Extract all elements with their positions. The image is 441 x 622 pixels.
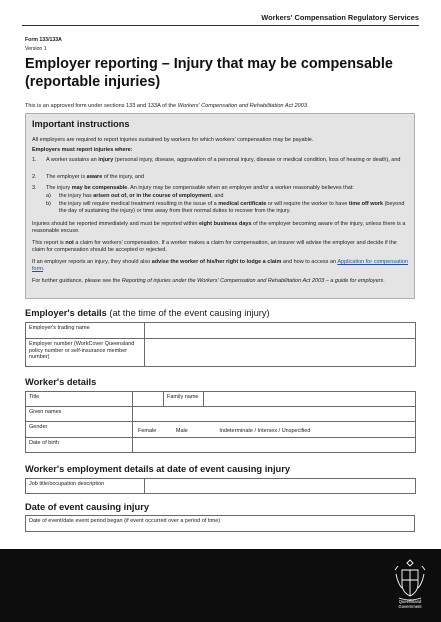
item-3-a: The injury (46, 185, 72, 191)
item-3-c: . An injury may be compensable when an employer and/or a worker reasonably believes that: (127, 185, 354, 191)
job-title-label: Job title/occupation description (26, 479, 145, 494)
approved-suffix: . (306, 103, 309, 109)
advise-2: advise the worker of his/her right to lodge a claim (151, 259, 282, 265)
instructions-box (25, 113, 415, 299)
sub-b-label: b) (46, 201, 51, 207)
sub-a-2: arisen out of, or in the course of employment (93, 193, 212, 199)
gender-male-option[interactable]: Male (175, 428, 188, 434)
header-rule (22, 25, 419, 26)
report-deadline-text (32, 221, 410, 235)
agency-name: Workers' Compensation Regulatory Services (261, 13, 419, 22)
must-report-heading: Employers must report injuries where: (32, 147, 133, 153)
guidance-text (32, 278, 410, 285)
guide-2: Reporting of injuries under the Workers' Compensation and Rehabilitation Act 2003 – a guide for employers (121, 278, 384, 284)
form-number: Form 133/133A (25, 37, 62, 43)
approved-form-note (25, 103, 309, 109)
application-form-link[interactable]: Application for compensation form (32, 259, 408, 273)
item-2-number: 2. (32, 174, 37, 180)
item-1-b: injury (98, 157, 114, 163)
report-3: of the employer becoming aware of the injury, unless there is a reasonable excuse. (32, 221, 406, 235)
event-date-label: Date of event/date event period began (if event occurred over a period of time) (29, 518, 221, 524)
item-2-text (46, 174, 410, 181)
claim-3: a claim for workers' compensation. If a worker makes a claim for compensation, an insurer will advise the employer and decide if the claim for compensation should be accepted or rejected. (32, 240, 397, 254)
employer-table (25, 322, 416, 367)
page-title (25, 55, 425, 91)
item-3-text (46, 185, 410, 192)
gender-label: Gender (26, 422, 133, 438)
item-2-c: of the injury, and (102, 174, 145, 180)
sub-a-text (59, 193, 410, 200)
employer-heading (25, 308, 270, 318)
report-2: eight business days (198, 221, 252, 227)
queensland-government-label (391, 599, 429, 609)
worker-heading: Worker's details (25, 377, 97, 387)
item-2-b: aware (86, 174, 103, 180)
event-table (25, 515, 415, 532)
trading-name-field[interactable] (145, 323, 416, 339)
item-3-b: may be compensable (71, 185, 128, 191)
report-1: Injuries should be reported immediately and must be reported within (32, 221, 199, 227)
sub-a-1: the injury has (59, 193, 94, 199)
logo-line-2: Government (398, 604, 422, 609)
advise-4: . (43, 266, 45, 273)
claim-1: This report is (32, 240, 66, 246)
sub-b-text (59, 201, 410, 215)
item-1-c: (personal injury, disease, aggravation of a personal injury, disease or medical condition, loss of hearing or death), and (113, 157, 401, 163)
sub-b-2: medical certificate (218, 201, 267, 207)
dob-field[interactable] (133, 438, 416, 453)
approved-prefix: This is an approved form under sections 133 and 133A of the (25, 103, 178, 109)
item-1-number: 1. (32, 157, 37, 163)
instructions-intro: All employers are required to report injuries sustained by workers for which workers' compensation may be payable. (32, 137, 314, 143)
approved-act: Workers' Compensation and Rehabilitation Act 2003 (177, 103, 307, 109)
title-line-1: Employer reporting – Injury that may be compensable (25, 56, 393, 72)
policy-number-field[interactable] (145, 339, 416, 367)
item-2-a: The employer is (46, 174, 87, 180)
item-1-text (46, 157, 410, 164)
title-field[interactable] (133, 392, 164, 407)
item-1-a: A worker sustains an (46, 157, 99, 163)
instructions-title: Important instructions (32, 119, 130, 129)
employment-table (25, 478, 416, 494)
form-version: Version 1 (25, 46, 47, 52)
family-name-field[interactable] (204, 392, 416, 407)
sub-b-4: time off work (348, 201, 384, 207)
trading-name-label: Employer's trading name (26, 323, 145, 339)
employer-heading-main: Employer's details (25, 308, 107, 318)
sub-b-5: (beyond the day of sustaining the injury) or time away from their normal duties to recover from the injury. (59, 201, 405, 215)
policy-number-label: Employer number (WorkCover Queensland policy number or self-insurance member number) (26, 339, 145, 367)
claim-2: not (65, 240, 74, 246)
sub-a-label: a) (46, 193, 51, 199)
logo-line-1: Queensland (398, 599, 422, 604)
gender-indeterminate-option[interactable]: Indeterminate / Intersex / Unspecified (219, 428, 311, 434)
worker-table (25, 391, 416, 453)
family-name-label: Family name (164, 392, 204, 407)
given-names-field[interactable] (133, 407, 416, 422)
given-names-label: Given names (26, 407, 133, 422)
sub-b-3: or will require the worker to have (266, 201, 349, 207)
advise-3: and how to access an (281, 259, 338, 265)
title-label: Title (26, 392, 133, 407)
footer-band (0, 549, 441, 622)
gender-female-option[interactable]: Female (138, 428, 157, 434)
not-a-claim-text (32, 240, 410, 254)
advise-worker-text (32, 259, 410, 273)
dob-label: Date of birth (26, 438, 133, 453)
sub-b-1: the injury will require medical treatment resulting in the issue of a (59, 201, 219, 207)
event-heading: Date of event causing injury (25, 502, 149, 512)
job-title-field[interactable] (145, 479, 416, 494)
title-line-2: (reportable injuries) (25, 74, 161, 90)
item-3-number: 3. (32, 185, 37, 191)
gender-options (133, 422, 416, 438)
sub-a-3: , and (211, 193, 224, 199)
guide-1: For further guidance, please see the (32, 278, 122, 284)
event-date-field[interactable] (26, 516, 415, 532)
guide-3: . (383, 278, 385, 284)
advise-1: If an employer reports an injury, they should also (32, 259, 152, 265)
employment-heading: Worker's employment details at date of event causing injury (25, 464, 291, 474)
employer-heading-note: (at the time of the event causing injury) (106, 308, 270, 318)
